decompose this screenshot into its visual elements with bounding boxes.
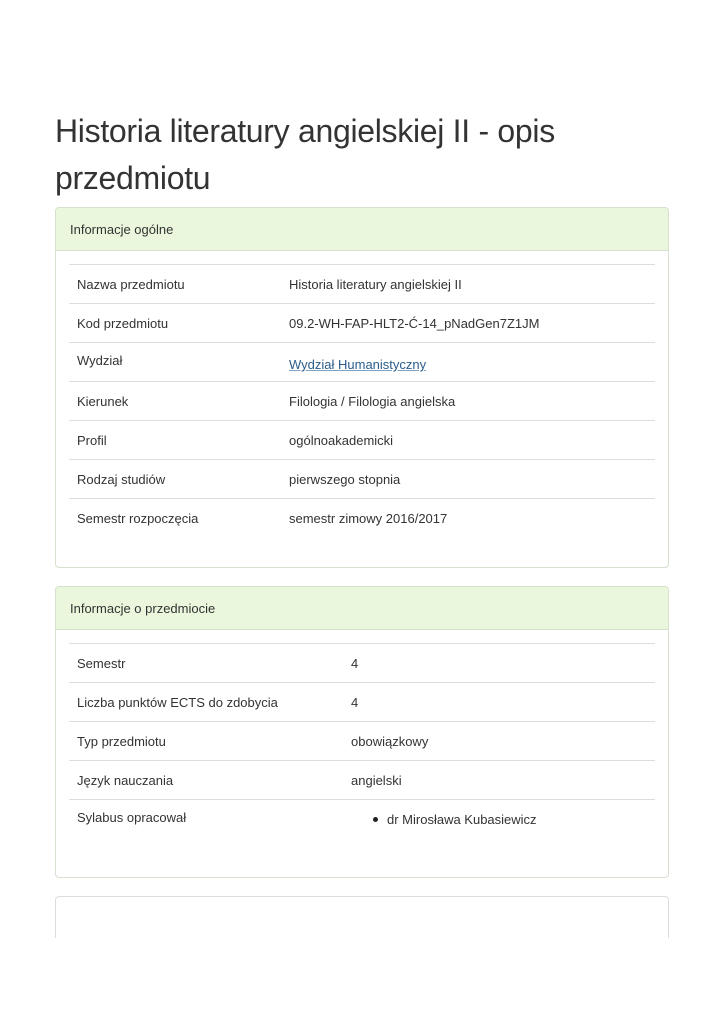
row-label: Liczba punktów ECTS do zdobycia: [69, 683, 343, 722]
row-value: [343, 800, 655, 839]
table-row: [69, 800, 655, 839]
page-title: Historia literatury angielskiej II - opis przedmiotu: [55, 113, 555, 196]
course-info-panel: [55, 586, 669, 878]
row-label: Profil: [69, 421, 281, 460]
general-info-table: [69, 264, 655, 537]
page-fold-cover: [0, 938, 725, 1024]
row-value: obowiązkowy: [343, 722, 655, 761]
bullet-icon: [373, 817, 378, 822]
row-value: 09.2-WH-FAP-HLT2-Ć-14_pNadGen7Z1JM: [281, 304, 655, 343]
table-row: [69, 761, 655, 800]
row-label: Rodzaj studiów: [69, 460, 281, 499]
row-label: Typ przedmiotu: [69, 722, 343, 761]
course-info-heading: Informacje o przedmiocie: [56, 587, 668, 630]
row-value: pierwszego stopnia: [281, 460, 655, 499]
row-value: [281, 343, 655, 382]
table-row: [69, 722, 655, 761]
row-label: Kierunek: [69, 382, 281, 421]
row-label: Wydział: [69, 343, 281, 382]
list-item: [383, 812, 647, 827]
row-label: Kod przedmiotu: [69, 304, 281, 343]
table-row: [69, 499, 655, 538]
row-value: angielski: [343, 761, 655, 800]
table-row: [69, 644, 655, 683]
general-info-panel: [55, 207, 669, 568]
row-label: Sylabus opracował: [69, 800, 343, 839]
row-value: Filologia / Filologia angielska: [281, 382, 655, 421]
table-row: [69, 683, 655, 722]
table-row: [69, 343, 655, 382]
author-list: [351, 812, 647, 827]
faculty-link[interactable]: Wydział Humanistyczny: [289, 357, 427, 372]
row-value: semestr zimowy 2016/2017: [281, 499, 655, 538]
row-value: ogólnoakademicki: [281, 421, 655, 460]
general-info-heading: Informacje ogólne: [56, 208, 668, 251]
row-value: 4: [343, 644, 655, 683]
table-row: [69, 304, 655, 343]
table-row: [69, 460, 655, 499]
table-row: [69, 265, 655, 304]
row-value: 4: [343, 683, 655, 722]
row-label: Nazwa przedmiotu: [69, 265, 281, 304]
table-row: [69, 421, 655, 460]
table-row: [69, 382, 655, 421]
row-label: Semestr: [69, 644, 343, 683]
row-label: Język nauczania: [69, 761, 343, 800]
row-value: Historia literatury angielskiej II: [281, 265, 655, 304]
row-label: Semestr rozpoczęcia: [69, 499, 281, 538]
author-name: dr Mirosława Kubasiewicz: [387, 812, 537, 827]
course-info-table: [69, 643, 655, 838]
